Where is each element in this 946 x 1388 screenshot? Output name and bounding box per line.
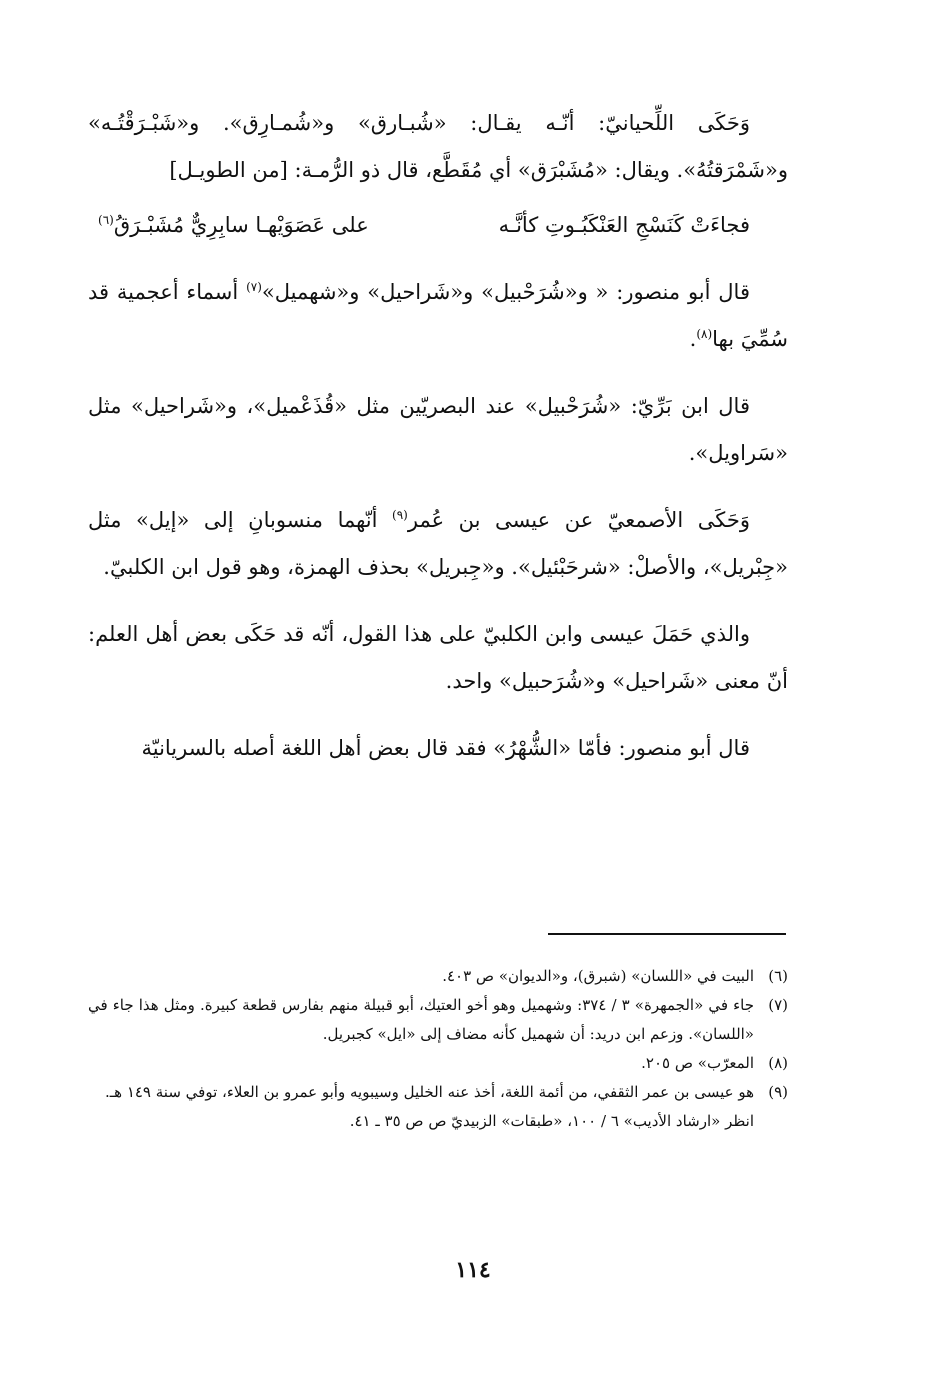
- footnote-continuation: انظر «ارشاد الأديب» ٦ / ١٠٠، «طبقات» الزبيديّ ص ص ٣٥ ـ ٤١.: [349, 1112, 754, 1130]
- poetry-verse: [88, 202, 788, 249]
- footnote-number: (٧): [768, 996, 788, 1014]
- footnote-ref-6: (٦): [98, 213, 114, 227]
- paragraph-text: قال ابن بَرِّيّ: «شُرَحْبيل» عند البصريّين مثل «قُذَعْميل»، و«شَراحيل» مثل «سَراويل».: [88, 394, 788, 465]
- footnotes: [88, 962, 788, 1136]
- paragraph-shuhr: [88, 725, 788, 772]
- footnote-text: البيت في «اللسان» (شبرق)، و«الديوان» ص ٤٠٣.: [442, 967, 754, 985]
- footnote-9: [88, 1078, 788, 1107]
- paragraph-text: قال أبو منصور: « و«شُرَحْبيل» و«شَراحيل» و«شهميل»: [261, 280, 750, 304]
- verse-second-hemistich: [98, 202, 369, 249]
- footnote-number: (٨): [768, 1054, 788, 1072]
- footnote-ref-7: (٧): [246, 280, 262, 294]
- verse-second-hemistich-text: على عَصَوَيْهـا سابِرِيٌّ مُشَبْـرَقُ: [113, 213, 369, 237]
- footnote-6: [88, 962, 788, 991]
- paragraph-text: وَحَكَى اللِّحيانيّ: أنّـه يقـال: «شُبـارق» و«شُمـارِق». و«شَبْـرَقْتُـه» و«شَمْرَقتُهُ». ويقال: «مُشَبْرَق» أي مُقَطَّع، قال ذو الرُّمـة: [من الطويـل]: [88, 111, 788, 182]
- paragraph-text: .: [689, 327, 697, 351]
- footnote-ref-9: (٩): [392, 508, 408, 522]
- paragraph-text: قال أبو منصور: فأمّا «الشُّهْرُ» فقد قال بعض أهل اللغة أصله بالسريانيّة: [141, 736, 750, 760]
- paragraph-text: وَحَكَى الأصمعيّ عن عيسى بن عُمر: [407, 508, 750, 532]
- paragraph-abu-mansur-names: [88, 269, 788, 363]
- paragraph-text: والذي حَمَلَ عيسى وابن الكلبيّ على هذا القول، أنّه قد حَكَى بعض أهل العلم: أنّ معنى «شَراحيل» و«شُرَحبيل» واحد.: [88, 622, 788, 693]
- main-text: [88, 100, 788, 772]
- paragraph-asmai: [88, 497, 788, 591]
- verse-first-hemistich: فجاءَتْ كَنَسْجِ العَنْكَبُـوتِ كأنَّـه: [498, 213, 750, 237]
- footnote-text: المعرّب» ص ٢٠٥.: [641, 1054, 754, 1072]
- paragraph-ibn-barri: [88, 383, 788, 477]
- footnote-text: جاء في «الجمهرة» ٣ / ٣٧٤: وشهميل وهو أخو العتيك، أبو قبيلة منهم بفارس قطعة كبيرة. ومثل هذا جاء في «اللسان». وزعم ابن دريد: أن شهميل كأنه مضاف إلى «ايل» كجبريل.: [88, 996, 755, 1043]
- footnote-text: هو عيسى بن عمر الثقفي، من أئمة اللغة، أخذ عنه الخليل وسيبويه وأبو عمرو بن العلاء، توفي سنة ١٤٩ هـ.: [104, 1083, 754, 1101]
- paragraph-text: أنّهما منسوبانِ إلى «إيل» مثل «جِبْريل»، والأصلْ: «شرحَبْئيل». و«جِبريل» بحذف الهمزة، وهو قول ابن الكلبيّ.: [88, 508, 788, 579]
- footnote-number: (٦): [768, 967, 788, 985]
- footnote-ref-8: (٨): [696, 327, 713, 341]
- footnote-number: (٩): [768, 1083, 788, 1101]
- page-number: ١١٤: [455, 1257, 491, 1283]
- paragraph-text: أسماء أعجمية قد سُمِّيَ بها: [88, 280, 788, 351]
- paragraph-isa-ibn-kalbi: [88, 611, 788, 705]
- paragraph-lihyani: [88, 100, 788, 194]
- footnote-separator: [548, 933, 786, 935]
- footnote-7: [88, 991, 788, 1049]
- footnote-8: [88, 1049, 788, 1078]
